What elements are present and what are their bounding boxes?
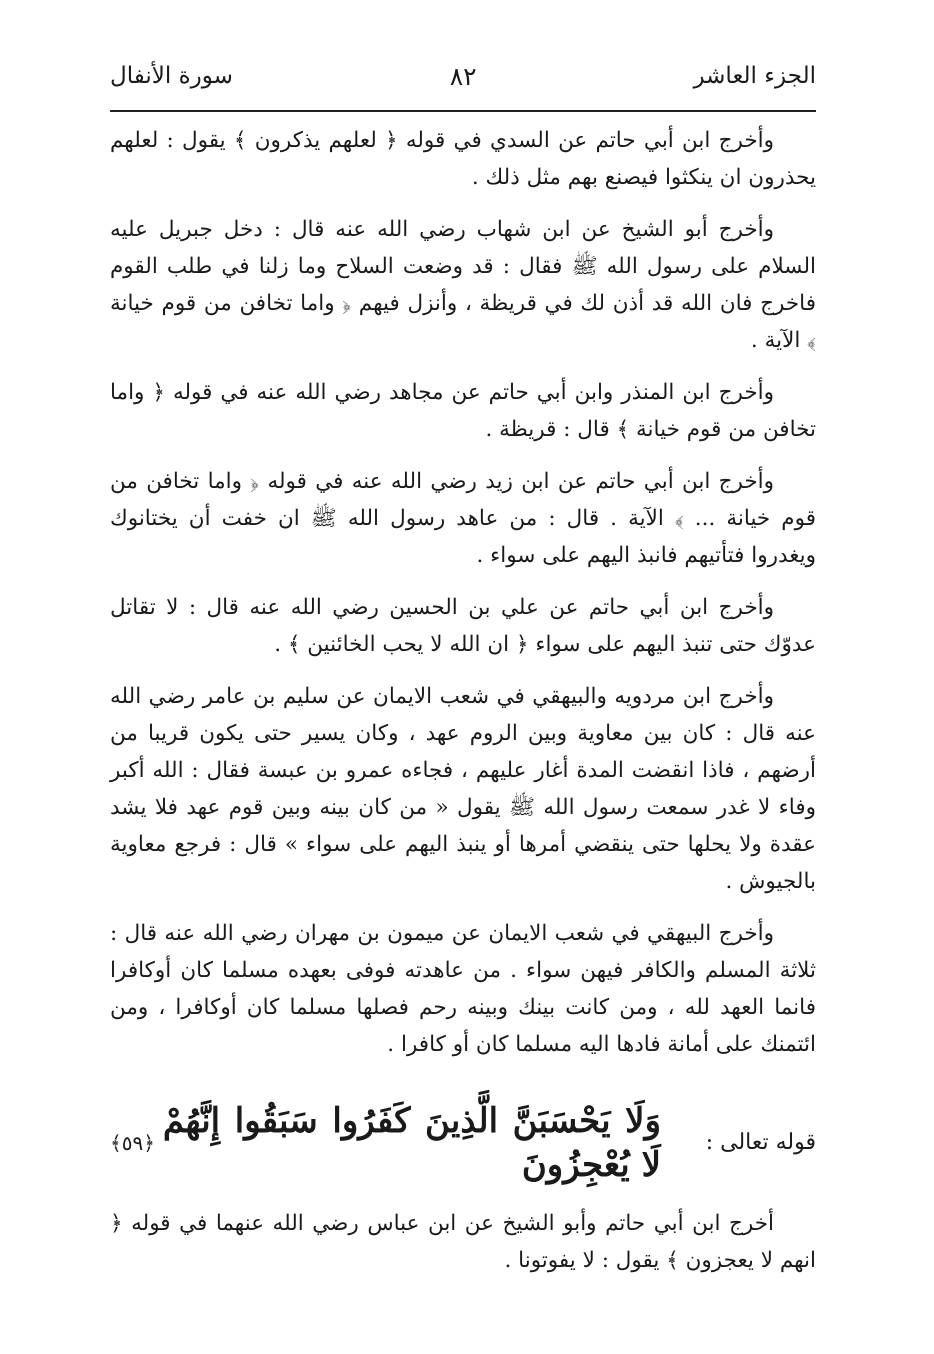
juz-label: الجزء العاشر (693, 63, 816, 89)
paragraph: وأخرج ابن أبي حاتم عن ابن زيد رضي الله عنه في قوله ﴿ واما تخافن من قوم خيانة ... ﴾ الآية . قال : من عاهد رسول الله ﷺ ان خفت أن يختانوك ويغدروا فتأتيهم فانبذ اليهم على سواء . (110, 469, 816, 568)
header-rule (110, 110, 816, 112)
page-header (110, 56, 816, 96)
quran-verse (110, 1099, 816, 1187)
paragraph: وأخرج ابن المنذر وابن أبي حاتم عن مجاهد رضي الله عنه في قوله ﴿ واما تخافن من قوم خيانة ﴾ قال : قريظة . (110, 380, 816, 442)
paragraph: وأخرج ابن مردويه والبيهقي في شعب الايمان عن سليم بن عامر رضي الله عنه قال : كان بين معاوية وبين الروم عهد ، وكان يسير حتى يكون قريبا من أرضهم ، فاذا انقضت المدة أغار عليهم ، فجاءه عمرو بن عبسة فقال : الله أكبر وفاء لا غدر سمعت رسول الله ﷺ يقول « من كان بينه وبين قوم عهد فلا يشد عقدة ولا يحلها حتى ينقضي أمرها أو ينبذ اليهم على سواء » قال : فرجع معاوية بالجيوش . (110, 684, 816, 894)
page-number: ٨٢ (449, 61, 477, 91)
verse-text: وَلَا يَحْسَبَنَّ الَّذِينَ كَفَرُوا سَبَقُوا إِنَّهُمْ لَا يُعْجِزُونَ (162, 1101, 661, 1185)
paragraph-final: أخرج ابن أبي حاتم وأبو الشيخ عن ابن عباس رضي الله عنهما في قوله ﴿ انهم لا يعجزون ﴾ يقول : لا يفوتونا . (110, 1211, 816, 1273)
paragraph: وأخرج ابن أبي حاتم عن السدي في قوله ﴿ لعلهم يذكرون ﴾ يقول : لعلهم يحذرون ان ينكثوا فيصنع بهم مثل ذلك . (110, 128, 816, 190)
verse-intro: قوله تعالى : (705, 1130, 816, 1155)
paragraph: وأخرج ابن أبي حاتم عن علي بن الحسين رضي الله عنه قال : لا تقاتل عدوّك حتى تنبذ اليهم على سواء ﴿ ان الله لا يحب الخائنين ﴾ . (110, 595, 816, 657)
paragraph: وأخرج البيهقي في شعب الايمان عن ميمون بن مهران رضي الله عنه قال : ثلاثة المسلم والكافر فيهن سواء . من عاهدته فوفى بعهده مسلما كان أوكافرا فانما العهد لله ، ومن كانت بينك وبينه رحم فصلها مسلما كان أوكافرا ، ومن ائتمنك على أمانة فادها اليه مسلما كان أو كافرا . (110, 921, 816, 1057)
paragraph: وأخرج أبو الشيخ عن ابن شهاب رضي الله عنه قال : دخل جبريل عليه السلام على رسول الله ﷺ فقال : قد وضعت السلاح وما زلنا في طلب القوم فاخرج فان الله قد أذن لك في قريظة ، وأنزل فيهم ﴿ واما تخافن من قوم خيانة ﴾ الآية . (110, 217, 816, 353)
page-body (110, 122, 816, 1294)
verse-number: ﴿٥٩﴾ (110, 1131, 155, 1155)
surah-label: سورة الأنفال (110, 63, 233, 89)
